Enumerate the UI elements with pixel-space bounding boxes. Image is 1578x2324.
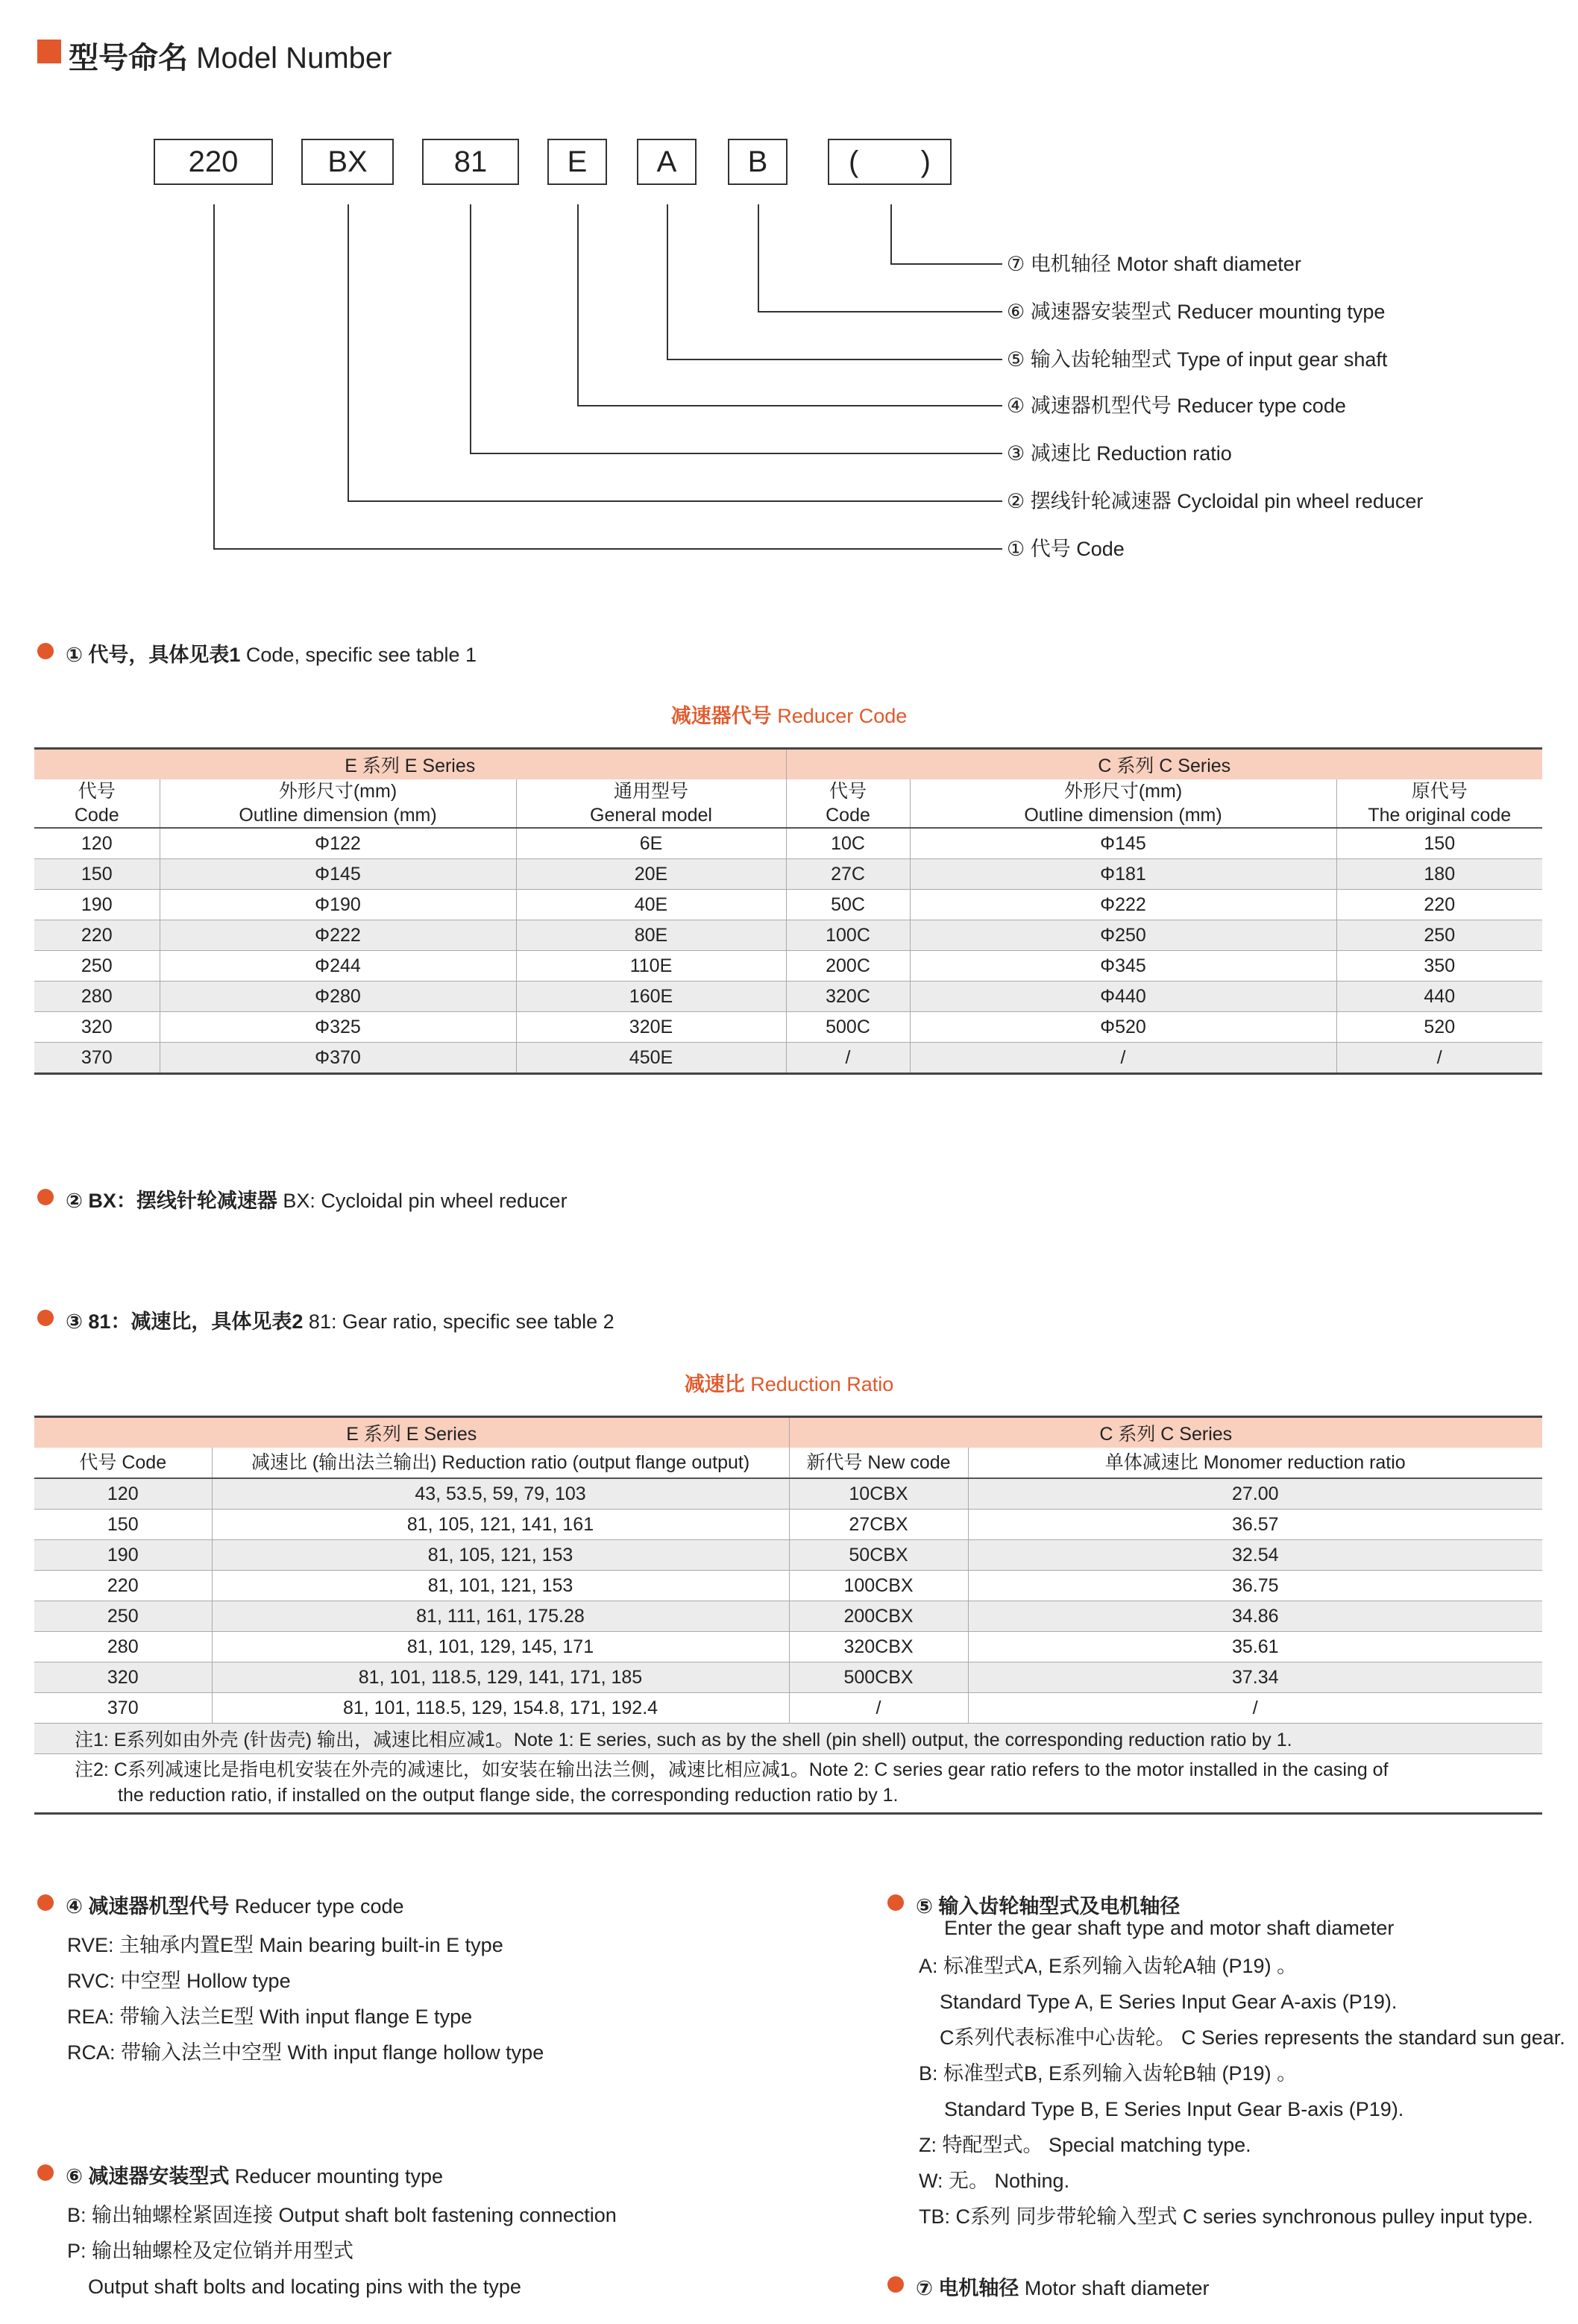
header-cell: 代号 Code xyxy=(34,1448,212,1478)
table-row: 190 Φ190 40E 50C Φ222 220 xyxy=(34,890,1542,920)
bullet-dot xyxy=(37,1189,54,1205)
list-item: RVC: 中空型 Hollow type xyxy=(67,1970,291,1992)
table-row: 250 Φ244 110E 200C Φ345 350 xyxy=(34,951,1542,982)
bullet-dot xyxy=(37,643,54,659)
list-item: TB: C系列 同步带轮输入型式 C series synchronous pulley input type. xyxy=(919,2205,1533,2228)
section-4-heading: ④ 减速器机型代号 Reducer type code xyxy=(66,1895,404,1918)
table-row: 190 81, 105, 121, 153 50CBX 32.54 xyxy=(34,1540,1542,1571)
header-cell: 外形尺寸(mm) Outline dimension (mm) xyxy=(160,779,516,828)
list-item: B: 输出轴螺栓紧固连接 Output shaft bolt fastening connection xyxy=(67,2204,617,2226)
table-row: 320 81, 101, 118.5, 129, 141, 171, 185 500CBX 37.34 xyxy=(34,1662,1542,1693)
header-cell: 新代号 New code xyxy=(789,1448,968,1478)
c-series-header: C 系列 C Series xyxy=(789,1417,1542,1448)
code-box-2: BX xyxy=(301,139,394,185)
callout-5: ⑤ 输入齿轮轴型式 Type of input gear shaft xyxy=(1007,348,1388,371)
table-row: 280 81, 101, 129, 145, 171 320CBX 35.61 xyxy=(34,1632,1542,1662)
section-5-subheading: Enter the gear shaft type and motor shaft diameter xyxy=(944,1917,1395,1939)
code-box-4: E xyxy=(547,139,607,185)
table-row: 120 43, 53.5, 59, 79, 103 10CBX 27.00 xyxy=(34,1478,1542,1510)
mounting-type-list xyxy=(67,2197,617,2305)
header-cell: 减速比 (输出法兰输出) Reduction ratio (output flange output) xyxy=(212,1448,789,1478)
section-1-heading: ① 代号，具体见表1 Code, specific see table 1 xyxy=(66,644,477,666)
section-6-heading: ⑥ 减速器安装型式 Reducer mounting type xyxy=(66,2165,444,2188)
header-cell: 外形尺寸(mm) Outline dimension (mm) xyxy=(910,779,1336,828)
e-series-header: E 系列 E Series xyxy=(34,749,786,780)
table1-caption: 减速器代号 Reducer Code xyxy=(670,705,908,727)
table2-caption: 减速比 Reduction Ratio xyxy=(684,1373,894,1395)
list-item: REA: 带输入法兰E型 With input flange E type xyxy=(67,2006,473,2028)
reduction-ratio-table xyxy=(34,1416,1542,1815)
table-row: 250 81, 111, 161, 175.28 200CBX 34.86 xyxy=(34,1601,1542,1632)
code-box-5: A xyxy=(637,139,697,185)
bullet-dot xyxy=(887,1894,904,1911)
bullet-dot xyxy=(37,1894,54,1911)
code-box-7: ( ) xyxy=(828,139,952,185)
callout-3: ③ 减速比 Reduction ratio xyxy=(1007,442,1232,465)
callout-6: ⑥ 减速器安装型式 Reducer mounting type xyxy=(1007,301,1386,323)
header-cell: 代号 Code xyxy=(34,779,160,828)
bullet-dot xyxy=(37,1310,54,1326)
reducer-type-list xyxy=(67,1927,544,2070)
code-box-3: 81 xyxy=(422,139,519,185)
table-row: 220 81, 101, 121, 153 100CBX 36.75 xyxy=(34,1571,1542,1601)
table-row: 320 Φ325 320E 500C Φ520 520 xyxy=(34,1012,1542,1043)
callout-7: ⑦ 电机轴径 Motor shaft diameter xyxy=(1007,253,1301,275)
callout-2: ② 摆线针轮减速器 Cycloidal pin wheel reducer xyxy=(1007,490,1424,512)
header-cell: 代号 Code xyxy=(786,779,910,828)
code-box-6: B xyxy=(728,139,788,185)
list-item: Standard Type B, E Series Input Gear B-axis (P19). xyxy=(944,2098,1404,2120)
table-row: 280 Φ280 160E 320C Φ440 440 xyxy=(34,982,1542,1012)
table-row: 370 81, 101, 118.5, 129, 154.8, 171, 192.4 / / xyxy=(34,1693,1542,1724)
header-cell: 通用型号 General model xyxy=(516,779,786,828)
table-row: 220 Φ222 80E 100C Φ250 250 xyxy=(34,920,1542,951)
header-cell: 单体减速比 Monomer reduction ratio xyxy=(968,1448,1542,1478)
table-note-2: 注2: C系列减速比是指电机安装在外壳的减速比，如安装在输出法兰侧，减速比相应减1。Note 2: C series gear ratio refers to the motor installed in the casing of the reduction ratio, if installed on the output flange side, the corresponding reduction ratio by 1. xyxy=(34,1754,1542,1814)
callout-1: ① 代号 Code xyxy=(1007,538,1125,560)
list-item: Standard Type A, E Series Input Gear A-axis (P19). xyxy=(940,1991,1398,2013)
page-title: 型号命名 Model Number xyxy=(69,42,392,75)
bullet-dot xyxy=(37,2164,54,2181)
title-marker xyxy=(37,40,61,63)
list-item: RVE: 主轴承内置E型 Main bearing built-in E type xyxy=(67,1934,503,1956)
list-item: Z: 特配型式。 Special matching type. xyxy=(919,2134,1251,2156)
header-cell: 原代号 The original code xyxy=(1336,779,1542,828)
table-row: 150 Φ145 20E 27C Φ181 180 xyxy=(34,859,1542,890)
gear-shaft-list xyxy=(919,1948,1565,2235)
list-item: P: 输出轴螺栓及定位销并用型式 xyxy=(67,2240,354,2262)
table-row: 150 81, 105, 121, 141, 161 27CBX 36.57 xyxy=(34,1510,1542,1540)
code-box-1: 220 xyxy=(154,139,273,185)
list-item: A: 标准型式A, E系列输入齿轮A轴 (P19) 。 xyxy=(919,1955,1298,1977)
e-series-header: E 系列 E Series xyxy=(34,1417,789,1448)
reducer-code-table xyxy=(34,747,1542,1075)
section-2-heading: ② BX：摆线针轮减速器 BX: Cycloidal pin wheel reducer xyxy=(66,1190,568,1212)
list-item: W: 无。 Nothing. xyxy=(919,2170,1070,2192)
section-3-heading: ③ 81：减速比，具体见表2 81: Gear ratio, specific see table 2 xyxy=(66,1310,614,1333)
section-5-heading: ⑤ 输入齿轮轴型式及电机轴径 xyxy=(916,1895,1181,1918)
list-item: RCA: 带输入法兰中空型 With input flange hollow type xyxy=(67,2041,544,2064)
table-row: 120 Φ122 6E 10C Φ145 150 xyxy=(34,828,1542,859)
list-item: Output shaft bolts and locating pins with the type xyxy=(88,2276,521,2298)
list-item: B: 标准型式B, E系列输入齿轮B轴 (P19) 。 xyxy=(919,2062,1298,2085)
bullet-dot xyxy=(887,2276,904,2293)
callout-4: ④ 减速器机型代号 Reducer type code xyxy=(1007,395,1346,417)
table-note-1: 注1: E系列如由外壳 (针齿壳) 输出，减速比相应减1。Note 1: E series, such as by the shell (pin shell) output, the corresponding reduction ratio by 1. xyxy=(34,1724,1542,1754)
section-7-heading: ⑦ 电机轴径 Motor shaft diameter xyxy=(916,2277,1210,2299)
list-item: C系列代表标准中心齿轮。 C Series represents the standard sun gear. xyxy=(940,2026,1565,2049)
c-series-header: C 系列 C Series xyxy=(786,749,1542,780)
table-row: 370 Φ370 450E / / / xyxy=(34,1043,1542,1074)
